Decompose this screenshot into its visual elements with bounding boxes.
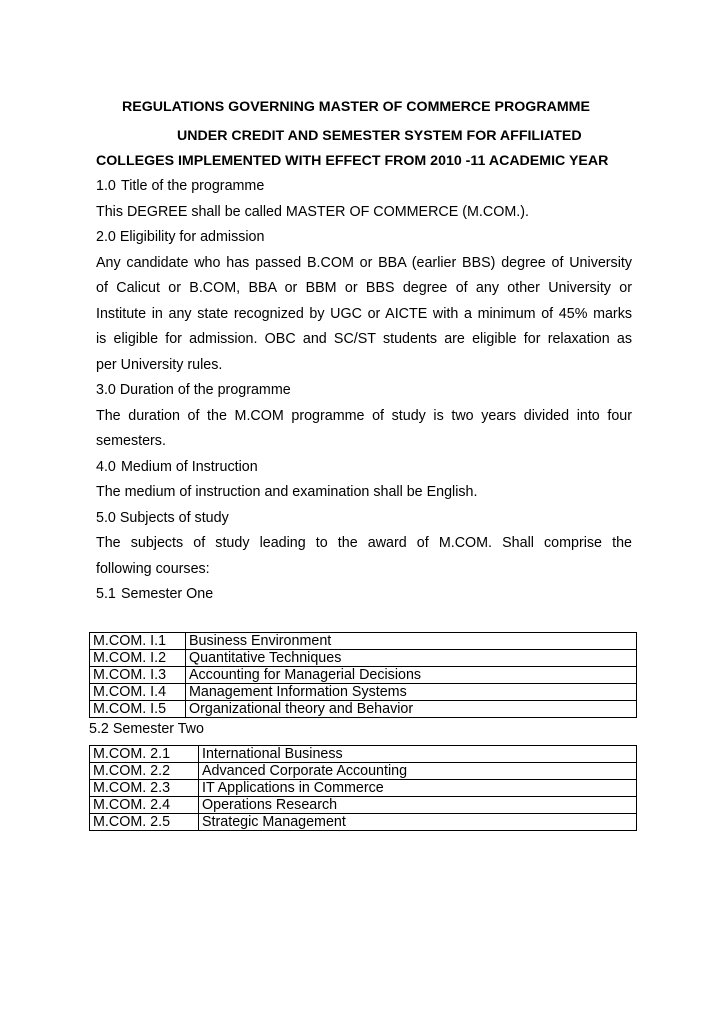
section-5-1-heading: 5.1 Semester One — [96, 586, 214, 602]
section-5-heading: 5.0 Subjects of study — [96, 509, 229, 526]
section-2-line-3: Institute in any state recognized by UGC or AICTE with a minimum of 45% marks — [96, 305, 632, 322]
section-2-line-4: is eligible for admission. OBC and SC/ST students are eligible for relaxation as — [96, 331, 632, 347]
course-name: International Business — [199, 746, 637, 763]
section-5-line-1: The subjects of study leading to the award of M.COM. Shall comprise the — [96, 535, 632, 551]
section-2-line-1: Any candidate who has passed B.COM or BBA (earlier BBS) degree of University — [96, 254, 632, 271]
section-4-text: The medium of instruction and examination shall be English. — [96, 484, 478, 500]
course-name: Quantitative Techniques — [186, 650, 637, 667]
section-2-line-2: of Calicut or B.COM, BBA or BBM or BBS degree of any other University or — [96, 280, 632, 296]
table-row — [90, 763, 637, 780]
course-name: Management Information Systems — [186, 684, 637, 701]
course-name: Operations Research — [199, 797, 637, 814]
section-2-line-5: per University rules. — [96, 356, 223, 373]
course-code: M.COM. I.3 — [90, 667, 186, 684]
course-code: M.COM. I.2 — [90, 650, 186, 667]
section-2-heading: 2.0 Eligibility for admission — [96, 229, 265, 245]
section-1-heading: 1.0 Title of the programme — [96, 178, 265, 194]
document-body — [96, 174, 632, 614]
course-name: Organizational theory and Behavior — [186, 701, 637, 718]
semester-two-table — [89, 745, 637, 831]
heading-line-3: COLLEGES IMPLEMENTED WITH EFFECT FROM 2010 -11 ACADEMIC YEAR — [96, 153, 609, 169]
heading-line-2: UNDER CREDIT AND SEMESTER SYSTEM FOR AFFILIATED — [177, 128, 582, 144]
course-code: M.COM. I.5 — [90, 701, 186, 718]
semester-one-table — [89, 632, 637, 718]
course-name: Business Environment — [186, 633, 637, 650]
heading-line-1: REGULATIONS GOVERNING MASTER OF COMMERCE PROGRAMME — [122, 99, 590, 115]
course-code: M.COM. 2.3 — [90, 780, 199, 797]
course-name: IT Applications in Commerce — [199, 780, 637, 797]
course-name: Advanced Corporate Accounting — [199, 763, 637, 780]
course-name: Strategic Management — [199, 814, 637, 831]
section-3-line-2: semesters. — [96, 433, 166, 449]
table-row — [90, 780, 637, 797]
table-row — [90, 797, 637, 814]
section-3-heading: 3.0 Duration of the programme — [96, 382, 291, 398]
section-5-2-heading: 5.2 Semester Two — [89, 721, 204, 737]
section-5-line-2: following courses: — [96, 560, 210, 577]
course-code: M.COM. 2.2 — [90, 763, 199, 780]
section-4-heading: 4.0 Medium of Instruction — [96, 458, 258, 475]
section-3-line-1: The duration of the M.COM programme of study is two years divided into four — [96, 407, 632, 424]
table-row — [90, 814, 637, 831]
table-row — [90, 746, 637, 763]
table-row — [90, 684, 637, 701]
course-code: M.COM. 2.5 — [90, 814, 199, 831]
table-row — [90, 650, 637, 667]
course-code: M.COM. I.1 — [90, 633, 186, 650]
table-row — [90, 633, 637, 650]
course-code: M.COM. 2.1 — [90, 746, 199, 763]
course-code: M.COM. 2.4 — [90, 797, 199, 814]
table-row — [90, 667, 637, 684]
section-1-text: This DEGREE shall be called MASTER OF COMMERCE (M.COM.). — [96, 203, 529, 220]
course-code: M.COM. I.4 — [90, 684, 186, 701]
course-name: Accounting for Managerial Decisions — [186, 667, 637, 684]
table-row — [90, 701, 637, 718]
